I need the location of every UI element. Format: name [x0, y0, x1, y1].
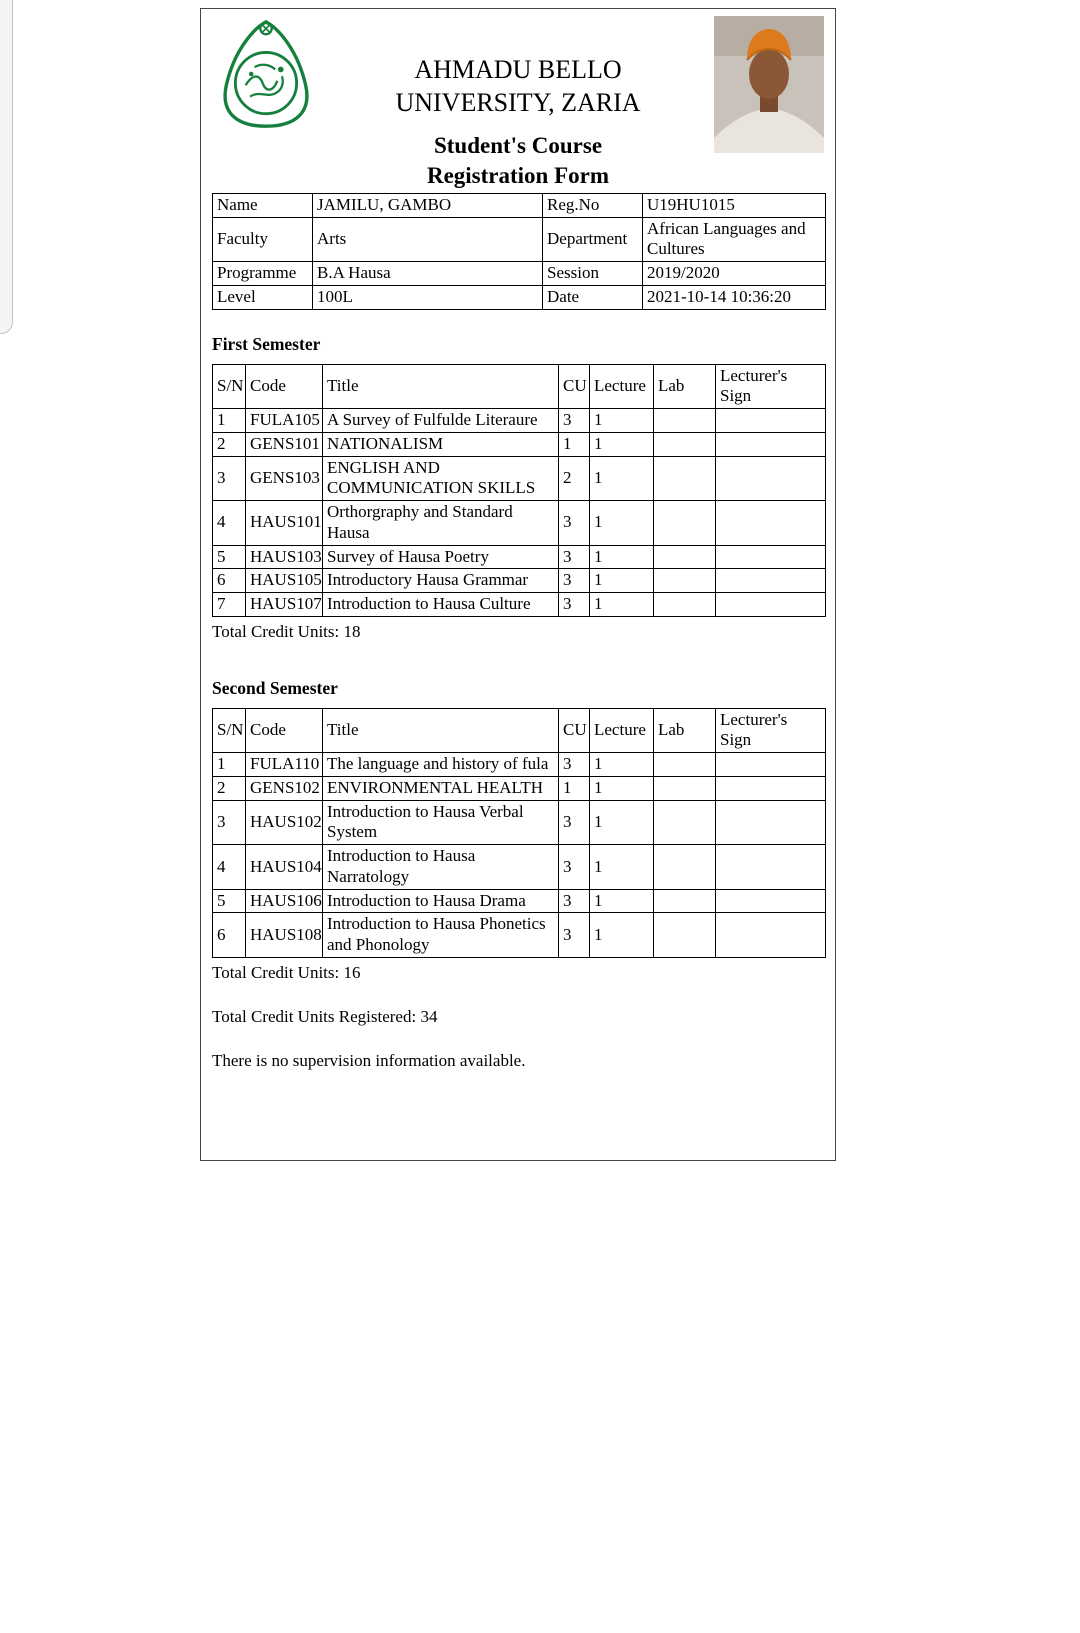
course-lecture: 1 — [590, 432, 654, 456]
course-title: Introduction to Hausa Drama — [323, 889, 559, 913]
course-code: FULA105 — [246, 409, 323, 433]
course-sign — [716, 800, 826, 844]
course-sign — [716, 501, 826, 545]
course-cu: 3 — [559, 545, 590, 569]
course-table-header-row — [213, 364, 826, 408]
course-lab — [654, 456, 716, 500]
course-lecture: 1 — [590, 545, 654, 569]
course-code: HAUS103 — [246, 545, 323, 569]
course-title: Introductory Hausa Grammar — [323, 569, 559, 593]
col-sign: Lecturer's Sign — [716, 364, 826, 408]
second-semester-table — [212, 708, 826, 958]
col-title: Title — [323, 364, 559, 408]
first-semester-table — [212, 364, 826, 617]
course-sign — [716, 456, 826, 500]
course-row — [213, 913, 826, 957]
course-title: NATIONALISM — [323, 432, 559, 456]
course-cu: 1 — [559, 432, 590, 456]
course-cu: 3 — [559, 889, 590, 913]
course-code: FULA110 — [246, 753, 323, 777]
course-cu: 3 — [559, 800, 590, 844]
first-semester-heading: First Semester — [212, 333, 321, 354]
course-lab — [654, 409, 716, 433]
form-title — [201, 131, 835, 191]
student-info-row — [213, 262, 826, 286]
course-code: GENS103 — [246, 456, 323, 500]
course-lab — [654, 800, 716, 844]
course-sign — [716, 845, 826, 889]
course-cu: 3 — [559, 409, 590, 433]
university-name-line2: UNIVERSITY, ZARIA — [395, 88, 641, 117]
course-title: Introduction to Hausa Narratology — [323, 845, 559, 889]
col-lecture: Lecture — [590, 708, 654, 752]
course-cu: 3 — [559, 845, 590, 889]
course-row — [213, 776, 826, 800]
course-title: The language and history of fula — [323, 753, 559, 777]
info-value: 100L — [313, 285, 543, 309]
course-cu: 3 — [559, 753, 590, 777]
course-lecture: 1 — [590, 913, 654, 957]
course-cu: 2 — [559, 456, 590, 500]
student-info-table — [212, 193, 826, 310]
course-lecture: 1 — [590, 593, 654, 617]
info-value: JAMILU, GAMBO — [313, 194, 543, 218]
course-sign — [716, 409, 826, 433]
course-code: GENS101 — [246, 432, 323, 456]
university-name-line1: AHMADU BELLO — [414, 55, 622, 84]
col-lab: Lab — [654, 708, 716, 752]
course-row — [213, 501, 826, 545]
course-lab — [654, 432, 716, 456]
col-code: Code — [246, 708, 323, 752]
form-title-line2: Registration Form — [426, 163, 610, 188]
info-value: Arts — [313, 217, 543, 261]
col-cu: CU — [559, 708, 590, 752]
course-lecture: 1 — [590, 501, 654, 545]
course-code: HAUS107 — [246, 593, 323, 617]
info-label: Name — [213, 194, 313, 218]
course-sn: 4 — [213, 501, 246, 545]
course-sign — [716, 545, 826, 569]
second-semester-heading: Second Semester — [212, 677, 338, 698]
col-cu: CU — [559, 364, 590, 408]
col-lecture: Lecture — [590, 364, 654, 408]
col-sn: S/N — [213, 364, 246, 408]
course-lab — [654, 776, 716, 800]
course-row — [213, 409, 826, 433]
course-row — [213, 545, 826, 569]
col-title: Title — [323, 708, 559, 752]
course-lecture: 1 — [590, 753, 654, 777]
course-table-header-row — [213, 708, 826, 752]
form-title-line1: Student's Course — [433, 133, 603, 158]
course-sn: 6 — [213, 913, 246, 957]
course-sn: 1 — [213, 753, 246, 777]
course-sn: 3 — [213, 800, 246, 844]
col-sign: Lecturer's Sign — [716, 708, 826, 752]
course-lab — [654, 845, 716, 889]
course-code: HAUS104 — [246, 845, 323, 889]
info-label: Department — [543, 217, 643, 261]
course-row — [213, 845, 826, 889]
course-sign — [716, 432, 826, 456]
course-sn: 2 — [213, 432, 246, 456]
info-label: Reg.No — [543, 194, 643, 218]
course-sn: 1 — [213, 409, 246, 433]
col-sn: S/N — [213, 708, 246, 752]
course-lecture: 1 — [590, 776, 654, 800]
course-code: HAUS106 — [246, 889, 323, 913]
info-label: Date — [543, 285, 643, 309]
course-row — [213, 456, 826, 500]
course-lab — [654, 913, 716, 957]
course-title: Introduction to Hausa Phonetics and Phonology — [323, 913, 559, 957]
course-lecture: 1 — [590, 569, 654, 593]
registration-form-document — [200, 8, 836, 1161]
course-sn: 5 — [213, 889, 246, 913]
student-info-row — [213, 217, 826, 261]
course-sign — [716, 776, 826, 800]
course-row — [213, 432, 826, 456]
course-code: HAUS108 — [246, 913, 323, 957]
info-label: Level — [213, 285, 313, 309]
total-registered: Total Credit Units Registered: 34 — [212, 1006, 438, 1026]
course-sn: 7 — [213, 593, 246, 617]
course-sn: 6 — [213, 569, 246, 593]
course-row — [213, 889, 826, 913]
supervision-note: There is no supervision information available. — [212, 1050, 526, 1070]
course-sign — [716, 889, 826, 913]
info-value: 2021-10-14 10:36:20 — [643, 285, 826, 309]
course-lecture: 1 — [590, 456, 654, 500]
course-lab — [654, 753, 716, 777]
course-lab — [654, 569, 716, 593]
document-body — [201, 193, 835, 1071]
course-lecture: 1 — [590, 889, 654, 913]
course-title: A Survey of Fulfulde Literaure — [323, 409, 559, 433]
course-sn: 3 — [213, 456, 246, 500]
course-title: Orthorgraphy and Standard Hausa — [323, 501, 559, 545]
course-code: HAUS105 — [246, 569, 323, 593]
course-row — [213, 569, 826, 593]
course-title: ENVIRONMENTAL HEALTH — [323, 776, 559, 800]
col-lab: Lab — [654, 364, 716, 408]
course-sign — [716, 593, 826, 617]
first-semester-total: Total Credit Units: 18 — [212, 621, 361, 641]
course-title: Introduction to Hausa Culture — [323, 593, 559, 617]
course-code: HAUS101 — [246, 501, 323, 545]
info-value: B.A Hausa — [313, 262, 543, 286]
course-sign — [716, 569, 826, 593]
course-title: Introduction to Hausa Verbal System — [323, 800, 559, 844]
course-lab — [654, 501, 716, 545]
student-info-row — [213, 194, 826, 218]
col-code: Code — [246, 364, 323, 408]
student-info-row — [213, 285, 826, 309]
course-cu: 3 — [559, 569, 590, 593]
course-code: GENS102 — [246, 776, 323, 800]
course-lecture: 1 — [590, 800, 654, 844]
course-row — [213, 753, 826, 777]
course-cu: 3 — [559, 593, 590, 617]
info-value: U19HU1015 — [643, 194, 826, 218]
course-sn: 5 — [213, 545, 246, 569]
course-title: Survey of Hausa Poetry — [323, 545, 559, 569]
info-label: Session — [543, 262, 643, 286]
course-row — [213, 800, 826, 844]
course-code: HAUS102 — [246, 800, 323, 844]
info-value: African Languages and Cultures — [643, 217, 826, 261]
course-row — [213, 593, 826, 617]
course-lecture: 1 — [590, 409, 654, 433]
course-cu: 3 — [559, 913, 590, 957]
document-header — [201, 9, 835, 193]
course-sign — [716, 753, 826, 777]
course-lab — [654, 889, 716, 913]
left-panel-edge — [0, 0, 13, 334]
course-sn: 2 — [213, 776, 246, 800]
info-value: 2019/2020 — [643, 262, 826, 286]
info-label: Programme — [213, 262, 313, 286]
course-sign — [716, 913, 826, 957]
course-sn: 4 — [213, 845, 246, 889]
course-lab — [654, 593, 716, 617]
university-name — [326, 53, 710, 119]
course-cu: 3 — [559, 501, 590, 545]
course-title: ENGLISH AND COMMUNICATION SKILLS — [323, 456, 559, 500]
course-lecture: 1 — [590, 845, 654, 889]
info-label: Faculty — [213, 217, 313, 261]
university-logo-icon — [209, 15, 323, 133]
course-cu: 1 — [559, 776, 590, 800]
course-lab — [654, 545, 716, 569]
second-semester-total: Total Credit Units: 16 — [212, 962, 361, 982]
